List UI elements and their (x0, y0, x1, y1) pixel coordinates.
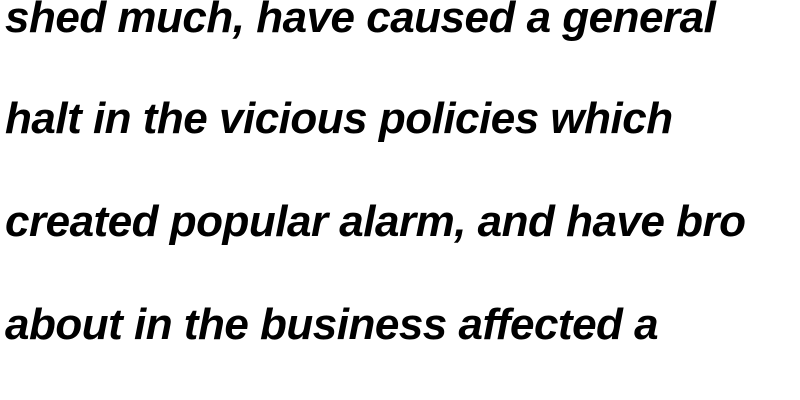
text-line: created popular alarm, and have bro (5, 197, 746, 246)
text-line: shed much, have caused a general (5, 0, 716, 42)
text-line: halt in the vicious policies which (5, 94, 673, 143)
text-line: about in the business affected a (5, 300, 659, 349)
